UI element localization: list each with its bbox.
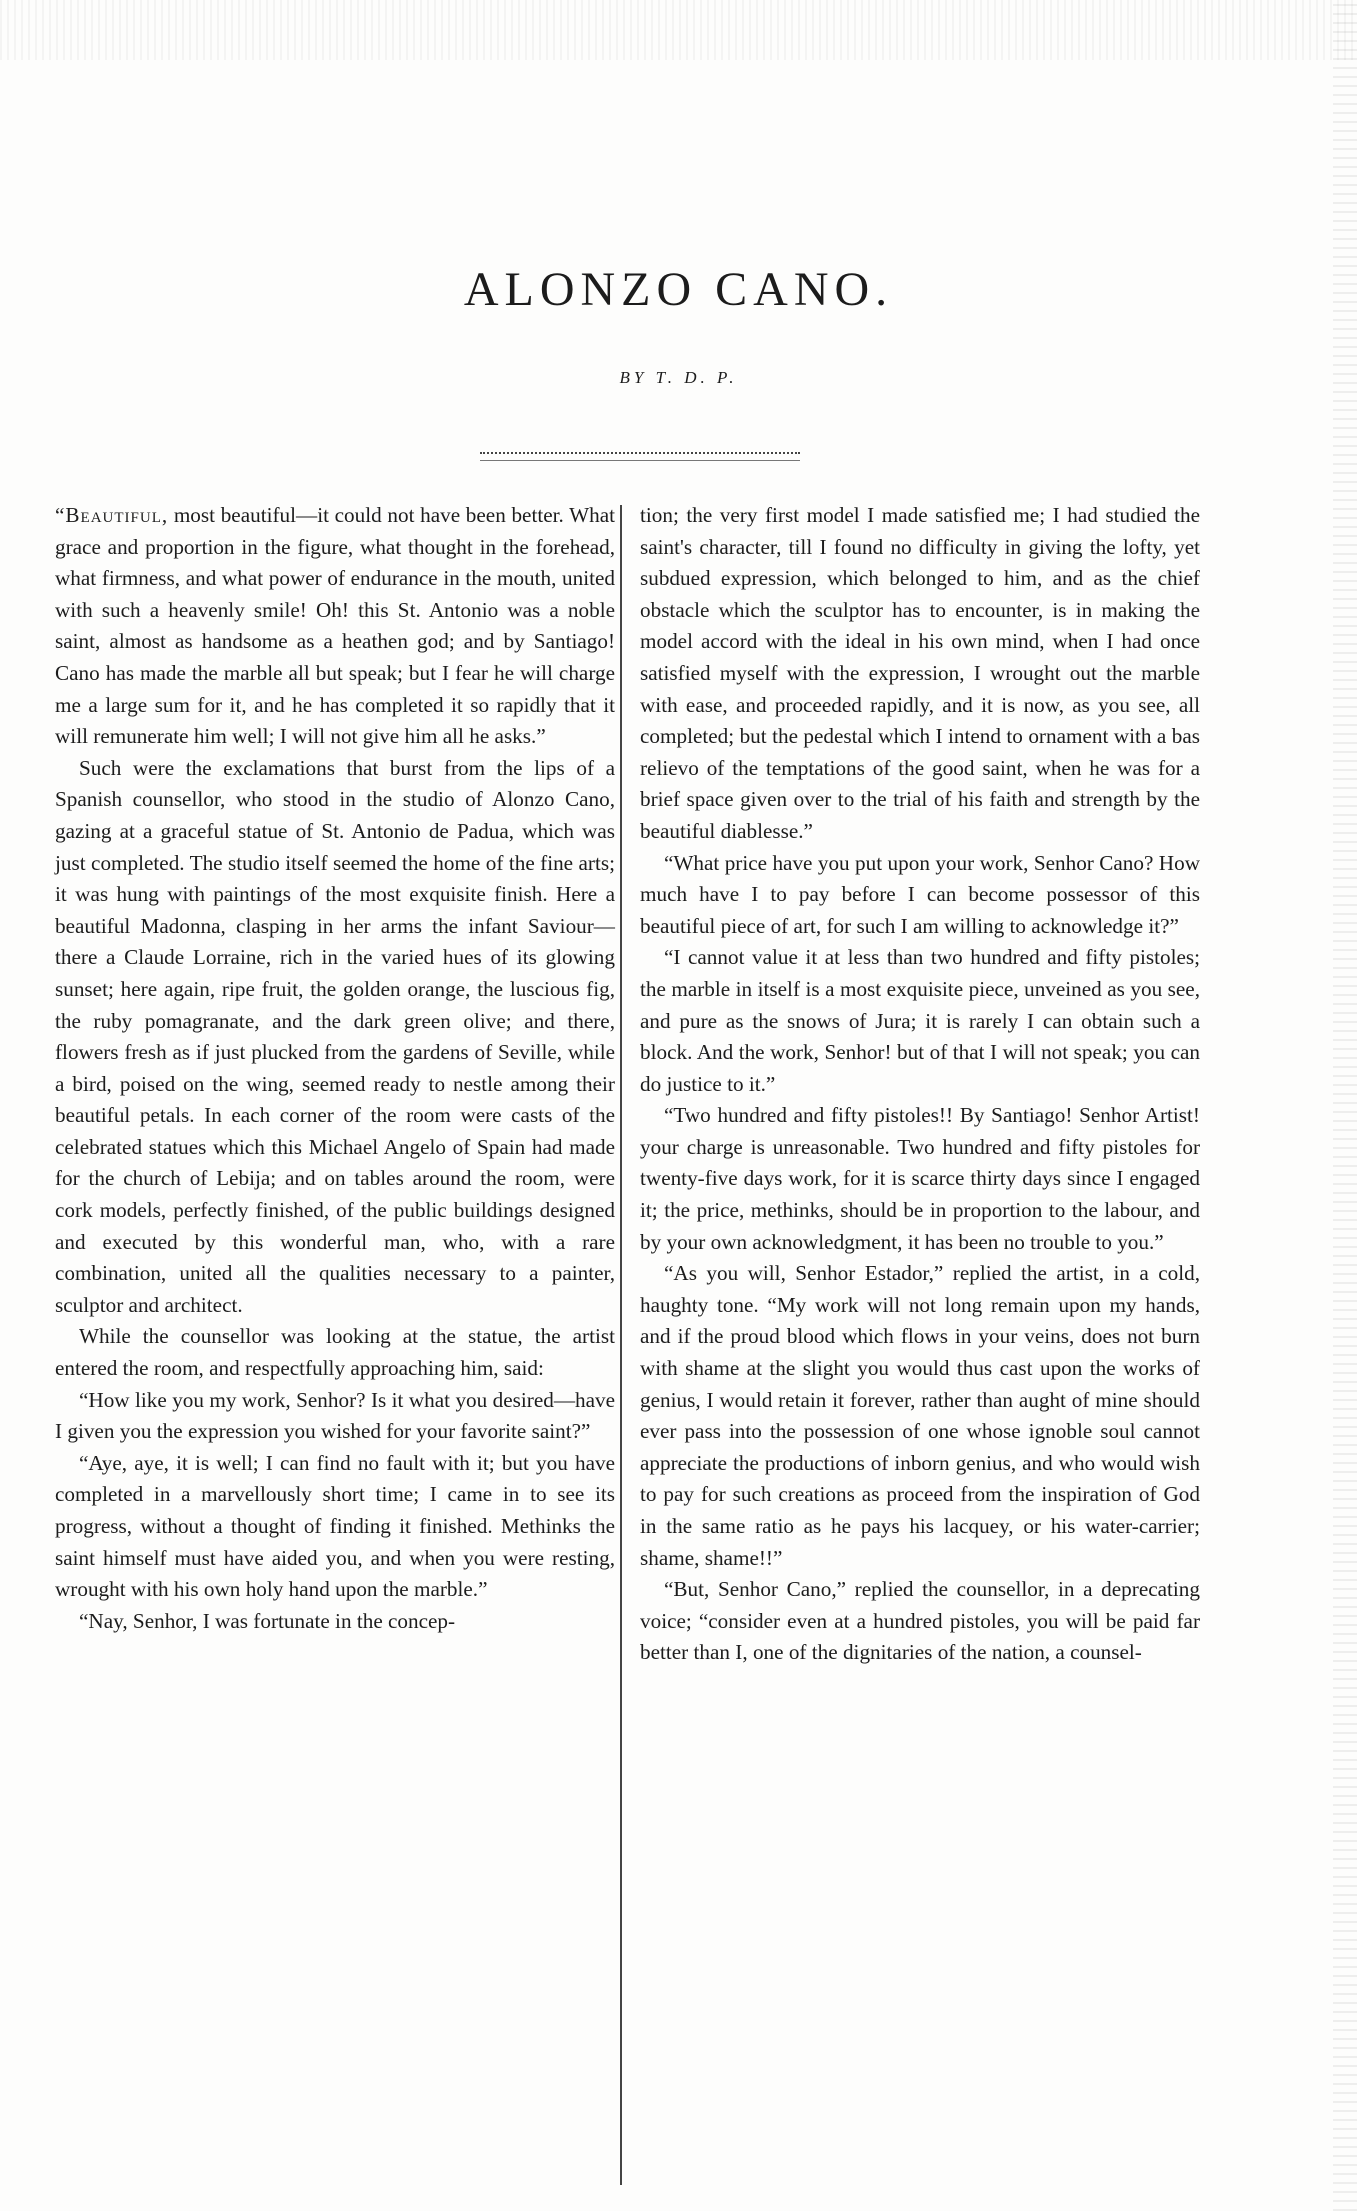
paragraph: While the counsellor was looking at the statue, the artist entered the room, and respectfully approaching him, said: [55,1324,615,1381]
paragraph: “Two hundred and fifty pistoles!! By Santiago! Senhor Artist! your charge is unreasonable. Two hundred and fifty pistoles for twenty-five days work, for it is scarce thirty days since I engaged it; the price, methinks, should be in proportion to the labour, and by your own acknowledgment, it has been no trouble to you.” [640,1103,1200,1254]
paragraph: “Aye, aye, it is well; I can find no fault with it; but you have completed in a marvellously short time; I came in to see its progress, without a thought of finding it finished. Methinks the saint himself must have aided you, and when you were resting, wrought with his own holy hand upon the marble.” [55,1450,615,1602]
column-divider [620,505,622,2185]
paragraph [55,500,615,753]
paragraph: Such were the exclamations that burst from the lips of a Spanish counsellor, who stood in the studio of Alonzo Cano, gazing at a graceful statue of St. Antonio de Padua, which was just completed. The studio itself seemed the home of the fine arts; it was hung with paintings of the most exquisite finish. Here a beautiful Madonna, clasping in her arms the infant Saviour—there a Claude Lorraine, rich in the varied hues of its glowing sunset; here again, ripe fruit, the golden orange, the luscious fig, the ruby pomagranate, and the dark green olive; and there, flowers fresh as if just plucked from the gardens of Seville, while a bird, poised on the wing, seemed ready to nestle among their beautiful petals. In each corner of the room were casts of the celebrated statues which this Michael Angelo of Spain had made for the church of Lebija; and on tables around the room, were cork models, perfectly finished, of the public buildings designed and executed by this wonderful man, who, with a rare combination, united all the qualities necessary to a painter, sculptor and architect. [55,755,615,1317]
scan-noise-right [1333,0,1357,2211]
paragraph: “What price have you put upon your work, Senhor Cano? How much have I to pay before I can become possessor of this beautiful piece of art, for such I am willing to acknowledge it?” [640,850,1200,938]
paragraph: tion; the very first model I made satisfied me; I had studied the saint's character, till I found no difficulty in giving the lofty, yet subdued expression, which belonged to him, and as the chief obstacle which the sculptor has to encounter, is in making the model accord with the ideal in his own mind, when I had once satisfied myself with the expression, I wrought out the marble with ease, and proceeded rapidly, and it is now, as you see, all completed; but the pedestal which I intend to ornament with a bas relievo of the temptations of the good saint, when he was for a brief space given over to the trial of his faith and strength by the beautiful diablesse.” [640,503,1200,843]
scan-noise-top [0,0,1357,60]
paragraph: “I cannot value it at less than two hundred and fifty pistoles; the marble in itself is a most exquisite piece, unveined as you see, and pure as the snows of Jura; it is rarely I can obtain such a block. And the work, Senhor! but of that I will not speak; you can do justice to it.” [640,945,1200,1096]
drop-lead-text: “Beautiful, [55,503,169,527]
paragraph: “But, Senhor Cano,” replied the counsellor, in a deprecating voice; “consider even at a hundred pistoles, you will be paid far better than I, one of the dignitaries of the nation, a counsel- [640,1577,1200,1665]
paragraph: “How like you my work, Senhor? Is it what you desired—have I given you the expression you wished for your favorite saint?” [55,1387,615,1444]
paragraph-text: most beautiful—it could not have been better. What grace and proportion in the figure, what thought in the forehead, what firmness, and what power of endurance in the mouth, united with such a heavenly smile! Oh! this St. Antonio was a noble saint, almost as handsome as a heathen god; and by Santiago! Cano has made the marble all but speak; but I fear he will charge me a large sum for it, and he has completed it so rapidly that it will remunerate him well; I will not give him all he asks.” [55,503,615,749]
paragraph: “Nay, Senhor, I was fortunate in the concep- [79,1608,456,1633]
title-ornament-rule [480,452,800,461]
paragraph: “As you will, Senhor Estador,” replied the artist, in a cold, haughty tone. “My work will not long remain upon my hands, and if the proud blood which flows in your veins, does not burn with shame at the slight you would thus cast upon the works of genius, I would retain it forever, rather than aught of mine should ever pass into the possession of one whose ignoble soul cannot appreciate the productions of inborn genius, and who would wish to pay for such creations as proceed from the inspiration of God in the same ratio as he pays his lacquey, or his water-carrier; shame, shame!!” [640,1261,1200,1570]
right-column [640,500,1200,1669]
left-column [55,500,615,1637]
article-byline: BY T. D. P. [619,368,738,387]
article-title: ALONZO CANO. [463,263,894,316]
